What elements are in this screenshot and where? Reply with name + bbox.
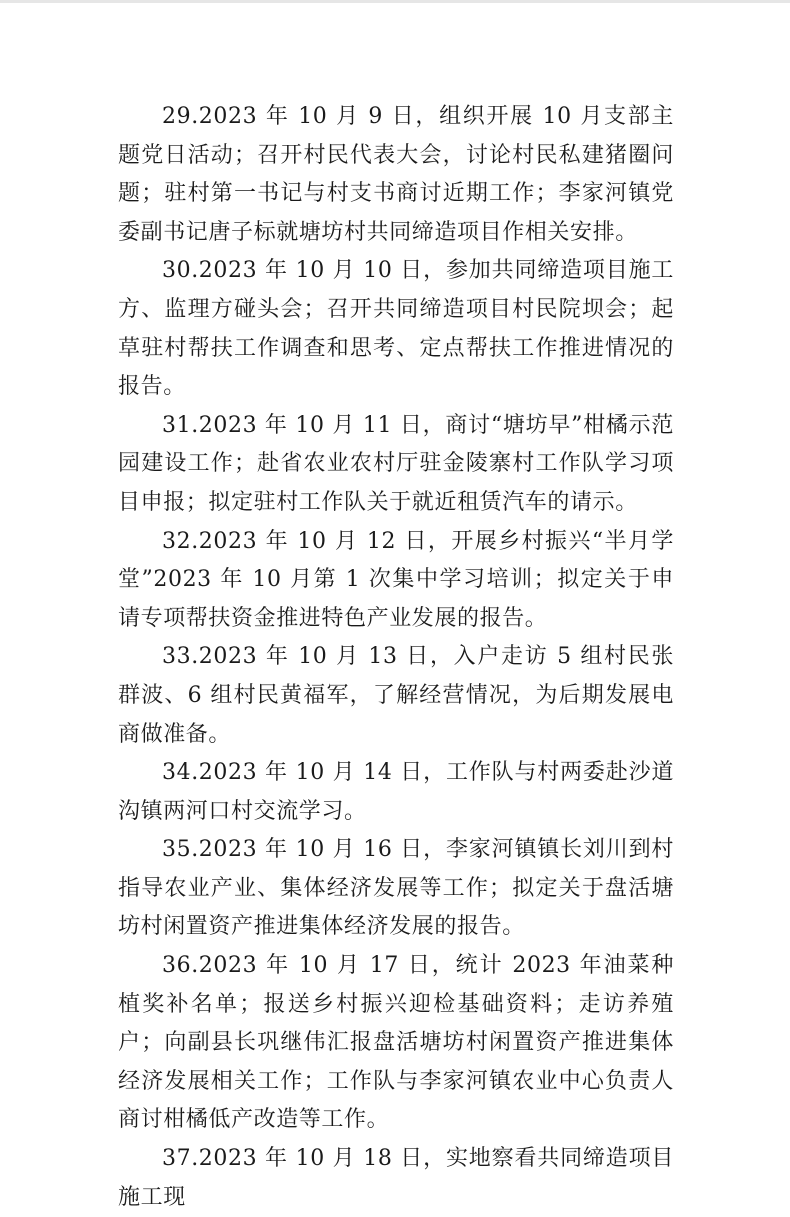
top-border xyxy=(0,0,790,3)
paragraph-31: 31.2023 年 10 月 11 日，商讨“塘坊早”柑橘示范园建设工作；赴省农业农村厅驻金陵寨村工作队学习项目申报；拟定驻村工作队关于就近租赁汽车的请示。 xyxy=(118,412,674,515)
paragraph-34: 34.2023 年 10 月 14 日，工作队与村两委赴沙道沟镇两河口村交流学习。 xyxy=(118,760,674,824)
paragraph-33: 33.2023 年 10 月 13 日，入户走访 5 组村民张群波、6 组村民黄福军，了解经营情况，为后期发展电商做准备。 xyxy=(118,644,674,747)
paragraph-37: 37.2023 年 10 月 18 日，实地察看共同缔造项目施工现 xyxy=(118,1146,674,1210)
paragraph-32: 32.2023 年 10 月 12 日，开展乡村振兴“半月学堂”2023 年 10 月第 1 次集中学习培训；拟定关于申请专项帮扶资金推进特色产业发展的报告。 xyxy=(118,528,674,631)
paragraph-29: 29.2023 年 10 月 9 日，组织开展 10 月支部主题党日活动；召开村民代表大会，讨论村民私建猪圈问题；驻村第一书记与村支书商讨近期工作；李家河镇党委副书记唐子标就塘坊村共同缔造项目作相关安排。 xyxy=(118,104,674,245)
paragraph-35: 35.2023 年 10 月 16 日，李家河镇镇长刘川到村指导农业产业、集体经济发展等工作；拟定关于盘活塘坊村闲置资产推进集体经济发展的报告。 xyxy=(118,837,674,940)
document-body xyxy=(118,98,674,1217)
paragraph-30: 30.2023 年 10 月 10 日，参加共同缔造项目施工方、监理方碰头会；召开共同缔造项目村民院坝会；起草驻村帮扶工作调查和思考、定点帮扶工作推进情况的报告。 xyxy=(118,258,674,400)
paragraph-36: 36.2023 年 10 月 17 日，统计 2023 年油菜种植奖补名单；报送乡村振兴迎检基础资料；走访养殖户；向副县长巩继伟汇报盘活塘坊村闲置资产推进集体经济发展相关工作；工作队与李家河镇农业中心负责人商讨柑橘低产改造等工作。 xyxy=(118,953,674,1133)
